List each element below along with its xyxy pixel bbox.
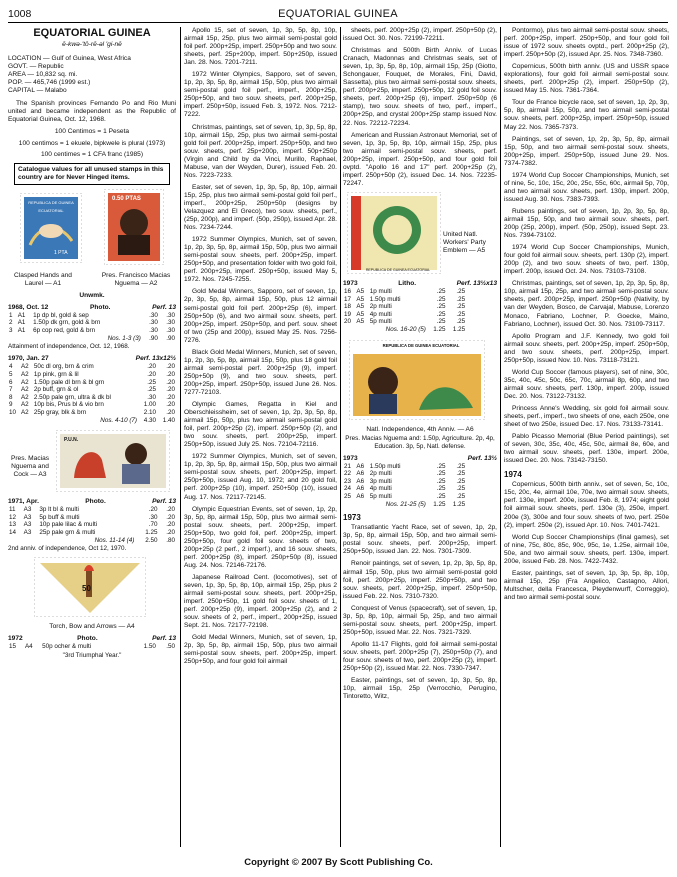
value-unused: .25 — [147, 378, 156, 386]
set-heading — [8, 304, 176, 312]
issue-paragraph: Gold Medal Winners, Munich, set of seven, 1p, 2p, 3p, 5p, 8p, airmail 15p, 50p, plus two airmail semi-postal souv. sheets, perf. 200p+25p, imperf. 250p+50p, and four gold foil airmail — [184, 634, 337, 666]
design-type: A6 — [356, 470, 365, 478]
set-total-row — [343, 501, 466, 509]
value-used: .20 — [166, 408, 175, 416]
set-perf: Perf. 13½ — [467, 454, 497, 462]
caption-a5: United Natl. Workers' Party Emblem — A5 — [443, 230, 486, 254]
value-unused: .30 — [149, 319, 158, 327]
table-row — [8, 643, 176, 651]
total-unused: 1.25 — [433, 500, 446, 508]
table-row — [343, 478, 466, 486]
design-type: A2 — [20, 408, 29, 416]
cat-number: 21 — [344, 462, 352, 470]
total-used: 1.25 — [452, 500, 466, 508]
column-divider — [340, 27, 341, 847]
set-heading — [8, 355, 176, 363]
stamp-images-a1-a2 — [8, 189, 176, 267]
set-perf: Perf. 13 — [152, 635, 176, 643]
set-total-label: Nos. 4-10 (7) — [100, 416, 138, 424]
issue-paragraph: 1974 World Cup Soccer Championships, Munich, set of nine, 5c, 10c, 15c, 20c, 25c, 55c, 60c, airmail 5p, 70p, and two airmail souv. sheets, perf. 130p, imperf. 200p, issued Aug. 30. Nos. 7383-7393. — [504, 171, 669, 203]
value-unused: .30 — [147, 393, 156, 401]
design-type: A3 — [23, 506, 32, 514]
design-type: A5 — [356, 318, 365, 326]
issue-paragraph: Black Gold Medal Winners, Munich, set of seven, 1p, 2p, 3p, 5p, 8p, airmail 15p, 50p, plus 18 gold foil airmail semi-postal perf. 200p+25p (9), imperf. 250p+50p (9), and two souv. sheets, perf. 200p+25p, imperf. 250p+50p, issued June 26. Nos. 7277-72103. — [184, 348, 337, 396]
issue-paragraph: Olympic Games, Regatta in Kiel and Oberschleissheim, set of seven, 1p, 2p, 3p, 5p, 8p, airmail 15p, 50p, plus two airmail semi-postal gold foil, perf. 200p+25p (2), imperf. 250p+50p (2), and two souv. sheets, perf. 200p+25p, imperf. 250p+50p, issued July 25. Nos. 72104-72116. — [184, 401, 337, 449]
fact-govt: GOVT. — Republic — [8, 63, 64, 71]
value-unused: .25 — [436, 303, 446, 311]
design-type: A3 — [23, 528, 32, 536]
value-used: .25 — [456, 287, 466, 295]
set-perf: Perf. 13½x13 — [456, 279, 497, 287]
stamp-a1-inscription: REPUBLICA DE GUINEA ECUATORIAL — [28, 199, 74, 213]
catalog-table — [343, 463, 466, 509]
value-used: .20 — [166, 386, 175, 394]
total-used: .90 — [166, 334, 175, 342]
table-row — [343, 470, 466, 478]
description: 2.50p pale grn, ultra & dk bl — [33, 393, 111, 401]
value-unused: .25 — [436, 318, 446, 326]
description: 25p pale grn & multi — [39, 528, 96, 536]
fact-location: LOCATION — Gulf of Guinea, West Africa — [8, 55, 131, 63]
description: 10p pale lilac & multi — [39, 521, 98, 529]
issue-paragraph: Conquest of Venus (spacecraft), set of seven, 1p, 3p, 5p, 8p, 10p, airmail 5p, 25p, and two airmail semi-postal souv. sheets, perf. 200p+25p, imperf. 250p+50p, issued Mar. 22. Nos. 7321-7329. — [343, 604, 497, 636]
total-unused: .90 — [149, 334, 158, 342]
value-used: .25 — [456, 470, 466, 478]
column-divider — [180, 27, 181, 847]
caption-a6: Natl. Independence, 4th Anniv. — A6 — [366, 425, 474, 433]
design-type: A5 — [356, 310, 365, 318]
value-used: .25 — [456, 318, 466, 326]
design-type: A5 — [356, 287, 365, 295]
design-type: A6 — [356, 462, 365, 470]
page-header — [8, 8, 668, 22]
value-used: .20 — [166, 401, 175, 409]
set-perf: Perf. 13 — [152, 303, 176, 311]
description: 3p lt bl & multi — [39, 506, 79, 514]
value-unused: .25 — [147, 386, 156, 394]
table-row — [8, 312, 176, 320]
issue-note: Attainment of independence, Oct. 12, 1968. — [8, 343, 130, 351]
table-row — [343, 303, 466, 311]
catalog-table — [8, 363, 176, 424]
design-type: A5 — [356, 295, 365, 303]
description: 3p multi — [369, 477, 392, 485]
cat-number: 2 — [9, 319, 13, 327]
cat-number: 22 — [344, 470, 352, 478]
value-unused: .30 — [148, 513, 158, 521]
stamp-a6-inscription: REPUBLICA DE GUINEA ECUATORIAL — [382, 342, 460, 348]
cat-number: 23 — [344, 477, 352, 485]
fact-area: AREA — 10,832 sq. mi. — [8, 71, 78, 79]
pronunciation: ē-kwə-'tō-rē-əl 'gi-nē — [62, 41, 122, 49]
value-unused: .25 — [436, 493, 446, 501]
cat-number: 7 — [9, 386, 13, 394]
value-used: .20 — [166, 370, 175, 378]
header-rule — [8, 22, 668, 23]
design-type: A6 — [356, 493, 365, 501]
description: 4p multi — [369, 485, 392, 493]
table-row — [8, 506, 176, 514]
stamp-a5-image — [347, 192, 441, 274]
value-used: .25 — [456, 295, 466, 303]
description: 1p multi — [369, 287, 392, 295]
cat-number: 20 — [344, 318, 352, 326]
value-used: .25 — [456, 310, 466, 318]
value-used: .50 — [166, 643, 175, 651]
table-row — [8, 371, 176, 379]
table-row — [343, 318, 466, 326]
design-type: A6 — [356, 485, 365, 493]
value-used: .30 — [166, 319, 175, 327]
catalogue-value-notice: Catalogue values for all unused stamps in this country are for Never Hinged items. — [14, 163, 170, 185]
cat-number: 19 — [344, 310, 352, 318]
table-row — [343, 463, 466, 471]
value-used: .30 — [166, 311, 175, 319]
value-unused: .30 — [149, 327, 158, 335]
design-type: A6 — [356, 477, 365, 485]
set-heading — [343, 280, 497, 288]
table-row — [343, 296, 466, 304]
value-used: .20 — [166, 521, 175, 529]
issue-paragraph: American and Russian Astronaut Memorial, set of seven, 1p, 3p, 5p, 8p, 10p, airmail 15p, 25p, plus two airmail semi-postal souv. sheets, perf. 200p+25p, imperf. 250p+50p, and four gold foil ovptd. "Apollo 16 and 17" perf. 200p+25p (2), imperf. 250p+50p (2), issued Dec. 14. Nos. 72235-72247. — [343, 131, 497, 187]
issue-paragraph: Apollo Program and J.F. Kennedy, two gold foil airmail souv. sheets, perf. 200p+25p, imperf. 250p+50p, and two souv. sheets, perf. 200p+25p, imperf. 250p+50p, issued Nov. 10. Nos. 73118-73121. — [504, 332, 669, 364]
column-4 — [504, 27, 669, 849]
caption-a2: Pres. Francisco Macias Nguema — A2 — [101, 271, 171, 287]
set-date: 1970, Jan. 27 — [8, 355, 49, 363]
description: 5p multi — [369, 493, 392, 501]
value-used: .25 — [456, 493, 466, 501]
value-used: .20 — [166, 378, 175, 386]
fact-capital: CAPITAL — Malabo — [8, 87, 67, 95]
currency-line: 100 Centimos = 1 Peseta — [54, 128, 130, 136]
catalog-table — [8, 506, 176, 544]
table-row — [8, 409, 176, 417]
value-used: .25 — [456, 485, 466, 493]
issue-paragraph: Copernicus, 500th birth anniv., set of seven, 5c, 10c, 15c, 20c, 4e, airmail 10e, 70e, two airmail souv. sheets, perf. 130e, imperf. 200e, issued Feb. 8, 1974; eight gold foil airmail souv. sheets, perf. 130e (3), 250e, imperf. 200e (3), 300e and four souv. sheets of two, perf. 250e (2), imperf. 250e (2), issued Apr. 10. Nos. 7401-7421. — [504, 481, 669, 529]
issue-paragraph: 1974 World Cup Soccer Championships, Munich, four gold foil airmail souv. sheets, perf. 130p (2), imperf. 200p (2), and two souv. sheets of two, perf. 130p, imperf. 200p, issued Oct. 24. Nos. 73103-73108. — [504, 244, 669, 276]
year-heading: 1974 — [504, 470, 522, 480]
cat-number: 8 — [9, 393, 13, 401]
description: 4p multi — [369, 310, 392, 318]
issue-paragraph: Easter, set of seven, 1p, 3p, 5p, 8p, 10p, airmail 15p, 25p, plus two airmail semi-postal gold foil perf., imperf., 200p+25p, 250p+50p (designs by Velazquez and El Greco), two souv. sheets, perf., (25p, 200p), and imperf. (50p, 250p), issued Apr. 28. Nos. 7234-7244. — [184, 183, 337, 232]
total-used: 1.25 — [452, 325, 466, 333]
issue-paragraph: World Cup Soccer Championships (final games), set of nine, 75c, 80c, 85c, 90c, 95c, 1e, 1.25e, airmail 10e, 50e, and two airmail souv. sheets, perf. 130e, imperf. 200e, issued Feb. 28. Nos. 7422-7432. — [504, 533, 669, 565]
design-note: Pres. Macias Nguema and: 1.50p, Agriculture. 2p, 4p, Education. 3p, 5p, Natl. defense. — [345, 434, 495, 450]
value-used: .20 — [166, 513, 175, 521]
set-heading — [343, 455, 497, 463]
issue-paragraph: 1972 Summer Olympics, Munich, set of seven, 1p, 2p, 3p, 5p, 8p, airmail 15p, 50p, plus two airmail semi-postal souv. sheets, perf. 200p+25p, imperf. 250p+50p, and presentation folder with two gold foil, perf. 200p+25p, imperf. 250p+50p, issued May 5, 1972. Nos. 7245-7255. — [184, 236, 337, 284]
value-unused: .25 — [436, 295, 446, 303]
design-type: A5 — [356, 303, 365, 311]
stamp-a2-value: 0.50 PTAS — [112, 195, 141, 202]
description: 1.50p multi — [369, 462, 401, 470]
issue-paragraph: sheets, perf. 200p+25p (2), imperf. 250p+50p (2), issued Oct. 30. Nos. 72199-72211. — [343, 27, 497, 43]
value-used: .20 — [166, 506, 175, 514]
caption-a1: Clasped Hands and Laurel — A1 — [14, 271, 72, 287]
page-number: 1008 — [8, 8, 32, 20]
table-row — [8, 386, 176, 394]
total-unused: 4.30 — [143, 416, 156, 424]
value-unused: .25 — [436, 477, 446, 485]
value-unused: .25 — [436, 310, 446, 318]
cat-number: 25 — [344, 493, 352, 501]
total-used: 1.40 — [162, 416, 175, 424]
issue-paragraph: Gold Medal Winners, Sapporo, set of seven, 1p, 2p, 3p, 5p, 8p, airmail 15p, 50p, plus 12 airmail semi-postal gold foil perf. 200p+25p (6), imperf. 250p+50p (6), and two airmail souv. sheets, perf. 200p+25p, imperf. 250p+50p, and perf. souv. sheet of two (25p and 200p), issued May 25. Nos. 7256-7276. — [184, 288, 337, 344]
issue-paragraph: Princess Anne's Wedding, six gold foil airmail souv. sheets, perf., imperf., two sheets of one, each 250e, one sheet of two 250e, issued Dec. 17. Nos. 73133-73141. — [504, 404, 669, 429]
design-type: A4 — [24, 643, 33, 651]
table-row — [8, 401, 176, 409]
table-row — [8, 514, 176, 522]
table-row — [8, 319, 176, 327]
issue-paragraph: Christmas and 500th Birth Anniv. of Lucas Cranach, Madonnas and Christmas seals, set of seven, 1p, 3p, 5p, 8p, 10p, airmail 15p, 25p (Giotto, Schongauer, Fouquet, de Morales, Fini, David, Sassetta), plus two airmail semi-postal souv. sheets, perf. 200p+25p, imperf. 250p+50p, 12 gold foil souv. sheets, perf. 200p+25p (6), imperf. 250p+50p (6 stamp), two souv. sheets of two, perf., imperf., 200p+25p, and crystal 200p+25p stamp issued Nov. 22. Nos. 72212-72234. — [343, 47, 497, 127]
description: 10p bis, Prus bl & vio brn — [33, 401, 104, 409]
issue-paragraph: Christmas, paintings, set of seven, 1p, 3p, 5p, 8p, 10p, airmail 15p, 25p, plus two airmail semi-postal gold foil perf. 200p+25p, imperf. 250p+50p, and two souv. sheets, perf. 25p+200p, imperf. 50p+250p (Virgin and Child by da Vinci, Murillo, Raphael, Mabuse, van der Weyden, Durer), issued Feb. 20. Nos. 7223-7233. — [184, 123, 337, 179]
issue-paragraph: Olympic Equestrian Events, set of seven, 1p, 2p, 3p, 5p, 8p, airmail 15p, 50p, plus two airmail semi-postal souv. sheets, perf. 200p+25p, imperf. 250p+50p, two gold foil, perf. 200p+25p, imperf. 250p+50p, four gold foil souv. sheets of two, 200p+25p (2 perf., 2 imperf.), and 16 souv. sheets, perf. 200p+25p (8), imperf. 250p+50p (8), issued Aug. 24. Nos. 72146-72176. — [184, 505, 337, 569]
table-row — [8, 529, 176, 537]
design-type: A1 — [17, 319, 26, 327]
table-row — [8, 394, 176, 402]
design-type: A2 — [20, 363, 29, 371]
caption-row — [8, 271, 176, 289]
stamp-a5-inscription: REPUBLICA DE GUINEA ECUATORIAL — [365, 267, 431, 272]
value-unused: 1.50 — [143, 643, 156, 651]
set-total-row — [8, 335, 176, 343]
column-2 — [184, 27, 337, 849]
description: 50p ocher & multi — [42, 643, 92, 651]
description: 2p buff, grn & ol — [33, 386, 79, 394]
issue-paragraph: Apollo 15, set of seven, 1p, 3p, 5p, 8p, 10p, airmail 15p, 25p, plus two airmail semi-postal gold foil perf. 200p+25p, imperf. 250p+50p and two souv. sheets, perf. 25p+200p, imperf. 50p+250p, issued Jan. 28. Nos. 7201-7211. — [184, 27, 337, 67]
fact-population: POP. — 465,746 (1999 est.) — [8, 79, 91, 87]
table-row — [8, 327, 176, 335]
issue-paragraph: Pablo Picasso Memorial (Blue Period paintings), set of seven, 30c, 35c, 40c, 45c, 50c, airmail 8e, 60e, and two airmail souv. sheets, perf. 130e, imperf. 200e, issued Dec. 20. Nos. 73142-73150. — [504, 433, 669, 465]
design-type: A3 — [23, 521, 32, 529]
total-unused: 1.25 — [433, 325, 446, 333]
value-unused: .20 — [148, 506, 158, 514]
design-type: A3 — [23, 513, 32, 521]
value-used: .20 — [166, 393, 175, 401]
running-title: EQUATORIAL GUINEA — [278, 8, 398, 20]
value-unused: .25 — [436, 287, 446, 295]
total-unused: 2.50 — [145, 536, 158, 544]
design-type: A2 — [20, 386, 29, 394]
catalog-table — [343, 288, 466, 334]
value-unused: .20 — [147, 363, 156, 371]
description: 2p multi — [369, 303, 392, 311]
cat-number: 12 — [9, 513, 17, 521]
copyright-footer: Copyright © 2007 By Scott Publishing Co. — [244, 857, 433, 868]
description: 1p dp bl, gold & sep — [33, 311, 89, 319]
value-unused: .25 — [436, 462, 446, 470]
set-heading — [8, 635, 176, 643]
cat-number: 1 — [9, 311, 13, 319]
description: 1.50p pale dl brn & bl grn — [33, 378, 105, 386]
issue-paragraph: Tour de France bicycle race, set of seven, 1p, 2p, 3p, 5p, 8p, airmail 15p, 50p, and two airmail semi-postal souv. sheets, perf. 200p+25p, imperf. 250p+50p, issued May 22. Nos. 7365-7373. — [504, 99, 669, 131]
table-row — [343, 311, 466, 319]
catalog-table — [8, 643, 176, 651]
description: 1.50p dk grn, gold & brn — [33, 319, 101, 327]
set-date: 1968, Oct. 12 — [8, 303, 49, 311]
set-heading — [8, 498, 176, 506]
stamp-a3-inscription: P.U.N. — [64, 437, 79, 444]
issue-paragraph: Japanese Railroad Cent. (locomotives), set of seven, 1p, 3p, 5p, 8p, 10p, airmail 15p, 25p, plus 2 airmail semi-postal souv. sheets, perf. 200p+25p, imperf. 250p+50p, 11 gold foil souv. sheets of 1, perf. 200p+25p (9), imperf. 200p+25p (2), and 2 souv. sheets of 2, perf., imperf., 200p+25p, issued Sept. 21. Nos. 72177-72198. — [184, 573, 337, 630]
description: 1p pink, grn & lil — [33, 370, 79, 378]
table-row — [343, 493, 466, 501]
stamp-a6-image — [349, 340, 485, 420]
set-process: Litho. — [398, 279, 417, 287]
issue-paragraph: Christmas, paintings, set of seven, 1p, 2p, 3p, 5p, 8p, 10p, airmail 15p, 25p, and two airmail semi-postal souv. sheets, perf. 200p+25p, imperf. 250p+50p (Nativity, by van der Weyden, Bosco, de Carvajal, Mabuse, Lorenzo Monaco, Fabriano, Lochner, P. Goecke, Maino, Fabriano, Lochner), issued Oct. 30. Nos. 73109-73117. — [504, 280, 669, 328]
stamp-a4-value: 50 — [82, 584, 91, 594]
cat-number: 9 — [9, 401, 13, 409]
issue-paragraph: Copernicus, 500th birth anniv. (US and USSR space explorations), four gold foil airmail semi-postal souv. sheets, perf. 200p+25p (2), imperf. 250p+50p (2), issued May 15. Nos. 7361-7364. — [504, 63, 669, 95]
stamp-images-a3 — [8, 428, 176, 494]
set-total-label: Nos. 11-14 (4) — [94, 536, 135, 544]
caption-a4: Torch, Bow and Arrows — A4 — [49, 623, 135, 631]
cat-number: 18 — [344, 303, 352, 311]
total-used: .80 — [166, 536, 175, 544]
cat-number: 15 — [9, 643, 17, 651]
intro-paragraph: The Spanish provinces Fernando Po and Rio Muni united and became independent as the Republic of Equatorial Guinea, Oct. 12, 1968. — [8, 100, 176, 124]
issue-note: "3rd Triumphal Year." — [62, 651, 122, 659]
catalog-table — [8, 312, 176, 342]
value-unused: .30 — [149, 311, 158, 319]
cat-number: 10 — [9, 408, 17, 416]
caption-a3: Pres. Macias Nguema and Cock — A3 — [10, 455, 50, 479]
description: 5p multi — [369, 318, 392, 326]
description: 50c dl org, brn & crim — [33, 363, 94, 371]
issue-paragraph: Apollo 11-17 Flights, gold foil airmail semi-postal souv. sheets, perf. 200p+25p (7), 250p+50p (7), and four souv. sheets of two, perf. 200p+25p (2), imperf. 250p+50p (2), issued Mar. 22. Nos. 7330-7347. — [343, 640, 497, 673]
issue-paragraph: Easter, paintings, set of seven, 1p, 3p, 5p, 8p, 10p, airmail 15p, 25p (Fra Angelico, Castagno, Allori, Multscher, della Francesca, Pleydenwurff, Correggio), and two airmail semi-postal souv. — [504, 569, 669, 601]
stamp-a1-value: 1 PTA — [54, 249, 68, 256]
value-used: .25 — [456, 462, 466, 470]
set-perf: Perf. 13x12½ — [135, 355, 176, 363]
description: 6p cop red, gold & brn — [33, 327, 96, 335]
issue-paragraph: 1972 Winter Olympics, Sapporo, set of seven, 1p, 2p, 3p, 5p, 8p, airmail 15p, 50p, plus two airmail semi-postal gold foil perf., imperf., 200p+25p, 250p+50p, and two souv. sheets, perf. 200p+25p, imperf. 250p+50p, issued Feb. 3, 1972. Nos. 7212-7222. — [184, 71, 337, 119]
table-row — [8, 363, 176, 371]
cat-number: 4 — [9, 363, 13, 371]
currency-line: 100 centimes = 1 CFA franc (1985) — [40, 150, 144, 158]
design-type: A2 — [20, 393, 29, 401]
set-process: Photo. — [85, 498, 106, 506]
value-used: .25 — [456, 477, 466, 485]
set-date: 1973 — [343, 454, 358, 462]
value-unused: .25 — [436, 470, 446, 478]
value-unused: .20 — [147, 370, 156, 378]
issue-paragraph: Pontormo), plus two airmail semi-postal souv. sheets, perf. 200p+25p, imperf. 250p+50p, and four gold foil issue of 1972 souv. sheets ovptd., perf. 200p+25p (2), imperf. 250p+50p (2), issued Apr. 25. Nos. 7348-7360. — [504, 27, 669, 59]
column-divider — [500, 27, 501, 847]
stamp-images-a4 — [8, 557, 176, 619]
description: 5p buff & multi — [39, 513, 80, 521]
unwatermarked-label: Unwmk. — [79, 291, 105, 299]
cat-number: 24 — [344, 485, 352, 493]
value-unused: .25 — [436, 485, 446, 493]
year-heading: 1973 — [343, 513, 361, 523]
design-type: A2 — [20, 370, 29, 378]
issue-paragraph: Rubens paintings, set of seven, 1p, 2p, 3p, 5p, 8p, airmail 15p, 50p, and two airmail souv. sheets, perf. 200p (25p, 200p), imperf. (50p, 250p), issued Sept. 23. Nos. 7394-73102. — [504, 207, 669, 240]
set-total-row — [8, 417, 176, 425]
set-total-row — [343, 326, 466, 334]
set-date: 1972 — [8, 635, 23, 643]
table-row — [343, 485, 466, 493]
value-unused: 1.25 — [145, 528, 158, 536]
table-row — [8, 521, 176, 529]
issue-paragraph: Transatlantic Yacht Race, set of seven, 1p, 2p, 3p, 5p, 8p, airmail 15p, 50p, and two airmail semi-postal souv. sheets, perf. 200p+25p, imperf. 250p+50p, issued Jan. 22. Nos. 7301-7309. — [343, 524, 497, 556]
description: 2p multi — [369, 470, 392, 478]
cat-number: 3 — [9, 327, 13, 335]
issue-paragraph: 1972 Summer Olympics, Munich, set of seven, 1p, 2p, 3p, 5p, 8p, airmail 15p, 50p, plus two airmail semi-postal souv. sheets, perf. 200p+25p, imperf. 250p+50p, issued Aug. 10, 1972; and 20 gold foil, perf. 200p+25p (10), imperf. 250+50p (10), issued Aug. 17. Nos. 72117-72145. — [184, 453, 337, 501]
set-total-label: Nos. 1-3 (3) — [107, 334, 141, 342]
cat-number: 11 — [9, 506, 16, 514]
issue-paragraph: World Cup Soccer (famous players), set of nine, 30c, 35c, 40c, 45c, 50c, 65c, 70c, airmail 8p, 60p, and two airmail souv. sheets, perf. 130p, imperf. 200p, issued Dec. 20. Nos. 73122-73132. — [504, 368, 669, 400]
value-used: .30 — [166, 327, 175, 335]
cat-number: 13 — [9, 521, 17, 529]
issue-paragraph: Paintings, set of seven, 1p, 2p, 3p, 5p, 8p, airmail 15p, 50p, and two airmail semi-postal souv. sheets, 200p+25p, imperf. 250p+50p, issued June 29. Nos. 7374-7382. — [504, 135, 669, 167]
cat-number: 14 — [9, 528, 17, 536]
cat-number: 17 — [344, 295, 352, 303]
stamp-images-a6 — [343, 338, 497, 422]
set-total-label: Nos. 16-20 (5) — [385, 325, 426, 333]
cat-number: 16 — [344, 287, 352, 295]
stamp-images-a5 — [343, 192, 497, 276]
set-perf: Perf. 13 — [152, 498, 176, 506]
cat-number: 6 — [9, 378, 13, 386]
issue-note: 2nd anniv. of independence, Oct 12, 1970. — [8, 545, 127, 553]
design-type: A1 — [17, 327, 26, 335]
cat-number: 5 — [9, 370, 13, 378]
description: 1.50p multi — [369, 295, 401, 303]
value-used: .20 — [166, 363, 175, 371]
description: 25p gray, blk & brn — [33, 408, 87, 416]
set-process: Photo. — [77, 635, 98, 643]
value-used: .20 — [166, 528, 175, 536]
table-row — [343, 288, 466, 296]
issue-paragraph: Easter, paintings, set of seven, 1p, 3p, 5p, 8p, 10p, airmail 15p, 25p (Verrocchio, Perugino, Tintoretto, Witz, — [343, 677, 497, 701]
set-total-label: Nos. 21-25 (5) — [385, 500, 426, 508]
value-used: .25 — [456, 303, 466, 311]
design-type: A1 — [17, 311, 26, 319]
set-date: 1973 — [343, 279, 358, 287]
column-1 — [8, 27, 176, 849]
set-process: Photo. — [89, 303, 111, 311]
currency-line: 100 centimos = 1 ekuele, bipkwele is plural (1973) — [18, 139, 166, 147]
value-unused: 1.00 — [143, 401, 156, 409]
value-unused: .70 — [148, 521, 158, 529]
country-heading: EQUATORIAL GUINEA — [33, 27, 151, 39]
design-type: A2 — [20, 378, 29, 386]
issue-paragraph: Renoir paintings, set of seven, 1p, 2p, 3p, 5p, 8p, airmail 15p, 50p, plus two airmail semi-postal gold foil, perf. 200p+25p, imperf. 250p+50p, and two souv. sheets, perf. 200p+25p, imperf. 250p+50p, issued Feb. 22. Nos. 7310-7320. — [343, 560, 497, 600]
table-row — [8, 379, 176, 387]
column-3 — [343, 27, 497, 849]
design-type: A2 — [20, 401, 29, 409]
value-unused: 2.10 — [143, 408, 156, 416]
set-date: 1971, Apr. — [8, 498, 39, 506]
set-total-row — [8, 537, 176, 545]
